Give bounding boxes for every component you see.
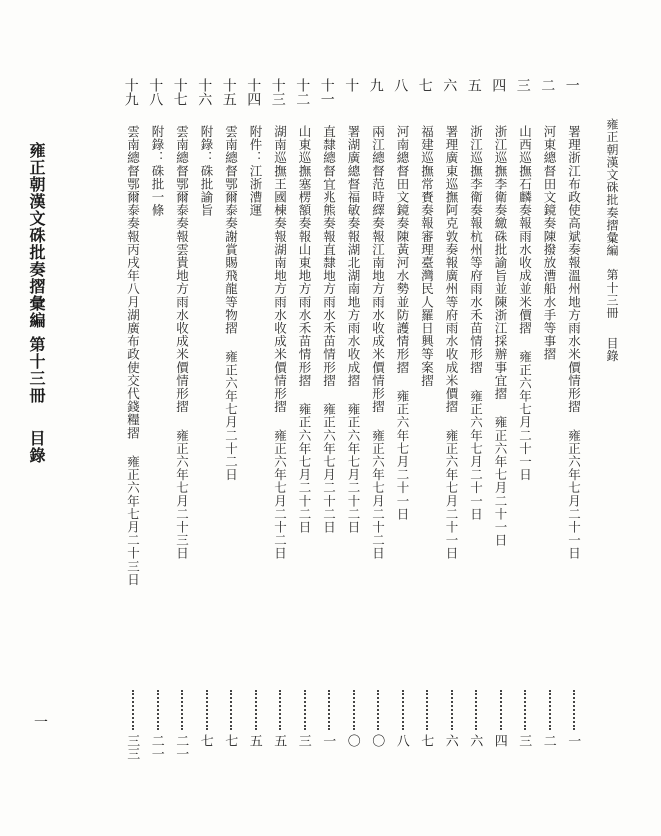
- entry-number: 十七: [171, 78, 188, 106]
- leader-dots: [377, 690, 379, 730]
- entry-title: 署理廣東巡撫阿克敦奏報廣州等府雨水收成米價摺 雍正六年七月二十一日: [444, 125, 459, 560]
- entry-number: 十五: [220, 78, 237, 106]
- entry-number: 十九: [122, 78, 139, 106]
- entry-page: 二一: [148, 734, 164, 760]
- entry-number: 一: [563, 78, 580, 92]
- leader-dots: [500, 690, 502, 730]
- entry-page: 五: [271, 734, 287, 747]
- entry-number: 十二: [294, 78, 311, 106]
- entry-title: 雲南總督鄂爾泰奏謝賞賜飛龍等物摺 雍正六年七月二十二日: [223, 125, 239, 482]
- entry-number: 三: [514, 78, 531, 92]
- entry-number: 十: [343, 78, 360, 92]
- leader-dots: [304, 690, 306, 730]
- leader-dots: [230, 690, 232, 730]
- leader-dots: [181, 690, 183, 730]
- leader-dots: [279, 690, 281, 730]
- book-header-section: 目錄: [605, 337, 619, 363]
- entry-number: 六: [441, 78, 458, 92]
- entry-title: 兩江總督范時繹奏報江南地方雨水收成米價情形摺 雍正六年七月二十二日: [370, 125, 386, 560]
- entry-title: 署湖廣總督福敏奏報湖北湖南地方雨水收成摺 雍正六年七月二十二日: [346, 125, 361, 534]
- entry-number: 十八: [147, 78, 164, 106]
- entry-page: 三三: [124, 734, 140, 760]
- entry-title: 山東巡撫塞楞額奏報山東地方雨水禾苗情形摺 雍正六年七月二十二日: [297, 125, 312, 534]
- entry-title: 浙江巡撫李衛奏繳硃批諭旨並陳浙江採辦事宜摺 雍正六年七月二十一日: [493, 125, 508, 547]
- entry-number: 四: [490, 78, 507, 92]
- entry-title: 附件：江浙漕運: [248, 125, 263, 217]
- leader-dots: [206, 690, 208, 730]
- entry-title: 湖南巡撫王國棟奏報湖南地方雨水收成米價情形摺 雍正六年七月二十二日: [272, 125, 288, 560]
- entry-number: 七: [416, 78, 433, 92]
- volume-label: 第十三冊: [27, 336, 46, 404]
- entry-page: 七: [197, 734, 213, 747]
- entry-title: 附錄：硃批一條: [150, 125, 165, 217]
- entry-page: 七: [222, 734, 238, 747]
- entry-number: 十一: [318, 78, 335, 106]
- entry-title: 河南總督田文鏡奏陳黃河水勢並防護情形摺 雍正六年七月二十一日: [395, 125, 410, 521]
- entry-page: 七: [418, 734, 434, 747]
- leader-dots: [353, 690, 355, 730]
- entry-page: 五: [246, 734, 262, 747]
- entry-number: 八: [392, 78, 409, 92]
- book-header-title: 雍正朝漢文硃批奏摺彙編: [605, 118, 619, 257]
- leader-dots: [255, 690, 257, 730]
- entry-page: 二: [540, 734, 556, 747]
- entry-page: 三: [516, 734, 532, 747]
- entry-page: 六: [442, 734, 458, 747]
- entry-page: 一: [565, 734, 581, 747]
- leader-dots: [573, 690, 575, 730]
- entry-title: 直隸總督宜兆熊奏報直隸地方雨水禾苗情形摺 雍正六年七月二十二日: [321, 125, 337, 534]
- entry-number: 五: [465, 78, 482, 92]
- leader-dots: [157, 690, 159, 730]
- book-header: [606, 118, 618, 362]
- entry-page: 八: [393, 734, 409, 747]
- entry-page: 三: [295, 734, 311, 747]
- leader-dots: [524, 690, 526, 730]
- entry-title: 雲南總督鄂爾泰奏報雲貴地方雨水收成米價情形摺 雍正六年七月二十三日: [174, 125, 190, 560]
- entry-number: 九: [367, 78, 384, 92]
- entry-page: 六: [467, 734, 483, 747]
- entry-title: 附錄：硃批諭旨: [199, 125, 214, 217]
- entry-number: 十三: [269, 78, 286, 106]
- leader-dots: [402, 690, 404, 730]
- entry-page: 〇: [369, 734, 385, 747]
- entry-title: 福建巡撫常賚奏報審理臺灣民人羅日興等案摺: [419, 125, 435, 387]
- entry-title: 雲南總督鄂爾泰奏報丙戌年八月湖廣布政使交代錢糧摺 雍正六年七月二十三日: [125, 125, 141, 586]
- entry-number: 十六: [196, 78, 213, 106]
- leader-dots: [451, 690, 453, 730]
- entry-title: 河東總督田文鏡奏陳撥放漕船水手等事摺: [542, 125, 557, 361]
- entry-title: 山西巡撫石麟奏報雨水收成並米價摺 雍正六年七月二十一日: [517, 125, 533, 482]
- entry-title: 署理浙江布政使高斌奏報溫州地方雨水米價情形摺 雍正六年七月二十一日: [566, 125, 582, 560]
- entry-page: 一: [320, 734, 336, 747]
- entry-page: 二一: [173, 734, 189, 760]
- section-label: 目錄: [27, 430, 46, 464]
- leader-dots: [549, 690, 551, 730]
- leader-dots: [475, 690, 477, 730]
- series-title: 雍正朝漢文硃批奏摺彙編: [27, 142, 46, 329]
- entry-page: 四: [491, 734, 507, 747]
- entry-number: 十四: [245, 78, 262, 106]
- book-header-volume: 第十三冊: [605, 268, 619, 320]
- footer-page-number: 一: [34, 715, 48, 731]
- leader-dots: [328, 690, 330, 730]
- entry-page: 〇: [344, 734, 360, 747]
- leader-dots: [132, 690, 134, 730]
- entry-number: 二: [539, 78, 556, 92]
- leader-dots: [426, 690, 428, 730]
- entry-title: 浙江巡撫李衛奏報杭州等府雨水禾苗情形摺 雍正六年七月二十一日: [468, 125, 484, 521]
